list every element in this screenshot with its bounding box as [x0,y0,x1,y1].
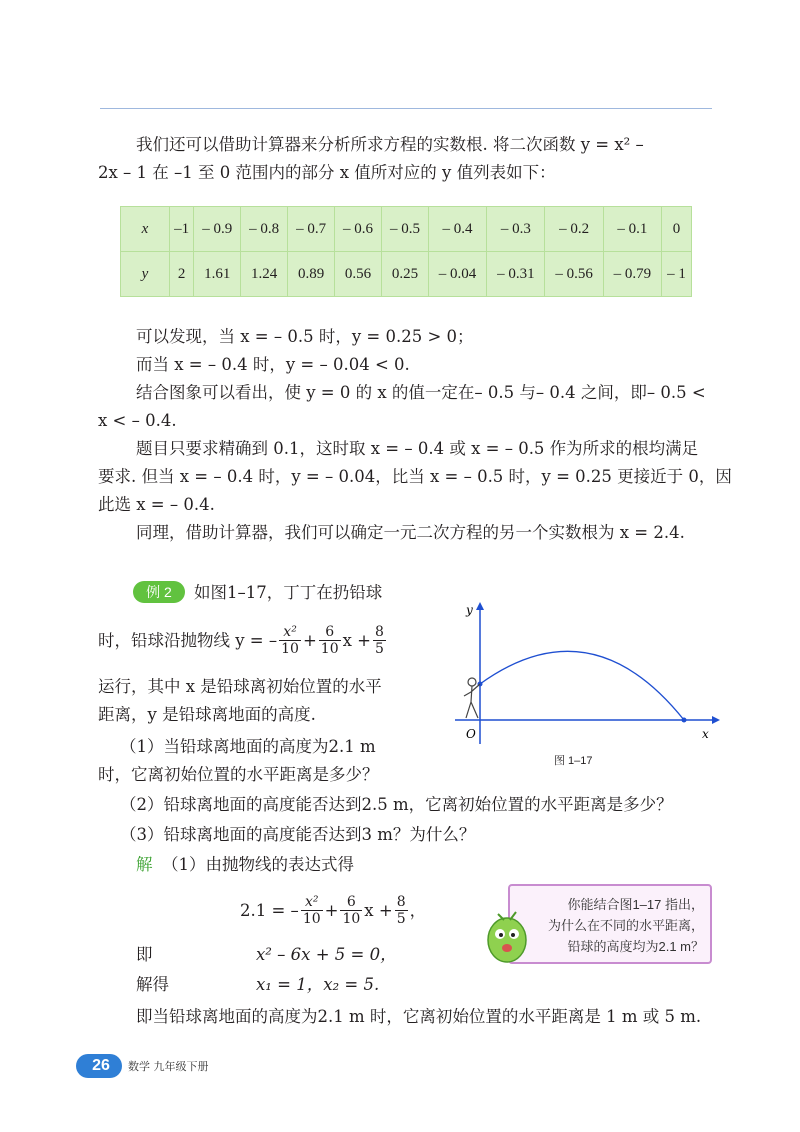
question-2: （2）铅球离地面的高度能否达到2.5 m，它离初始位置的水平距离是多少？ [120,795,673,814]
equation-lhs: 2.1 = – [240,900,299,920]
solution-label: 解 [136,855,153,874]
solution-step-1: （1）由抛物线的表达式得 [162,855,354,874]
table-cell: – 0.79 [603,252,661,297]
page-number: 26 [92,1057,110,1074]
bubble-text [534,894,704,957]
analysis-line-5: 题目只要求精确到 0.1，这时取 x = – 0.4 或 x = – 0.5 作为所求的根均满足 [136,439,699,458]
table-cell: – 0.1 [603,207,661,252]
table-header-y: y [121,252,170,297]
equation-quadratic: x² – 6x + 5 = 0， [256,945,397,964]
intro-line-2: 2x – 1 在 –1 至 0 范围内的部分 x 值所对应的 y 值列表如下： [98,163,556,182]
equation-prefix: 时，铅球沿抛物线 y = – [98,630,278,650]
fraction-numerator: 6 [340,894,362,911]
bubble-line-2: 为什么在不同的水平距离， [547,918,704,933]
fraction-denominator: 5 [396,911,406,927]
ji-label: 即 [136,945,153,964]
analysis-line-4: x < – 0.4. [98,411,177,430]
example-line-4: 距离，y 是铅球离地面的高度. [98,705,316,724]
fraction-3 [373,624,386,657]
x-term: x + [342,630,372,650]
parabola-curve [480,651,684,720]
fraction-2 [319,624,341,657]
table-cell: – 0.9 [194,207,241,252]
fraction-3 [395,894,408,927]
equation-roots: x₁ = 1，x₂ = 5. [256,975,380,994]
fraction-numerator: x² [301,894,323,911]
table-cell: 1.24 [241,252,288,297]
intro-line-1: 我们还可以借助计算器来分析所求方程的实数根. 将二次函数 y = x² – [136,135,644,154]
table-cell: 0.56 [335,252,382,297]
example-tag: 例 2 [133,581,185,603]
trajectory-figure [450,596,720,746]
fraction-numerator: 8 [396,894,406,910]
question-1b: 时，它离初始位置的水平距离是多少？ [98,765,379,784]
bubble-line-3: 铅球的高度均为2.1 m？ [567,939,704,954]
analysis-line-1: 可以发现，当 x = – 0.5 时，y = 0.25 > 0； [136,327,474,346]
bubble-line-1: 你能结合图1–17 指出， [567,897,704,912]
fraction-denominator: 10 [320,641,339,657]
book-title: 数学 九年级下册 [128,1060,209,1073]
value-table [120,206,692,297]
fraction-2 [340,894,362,927]
table-row-x [121,207,692,252]
figure-caption: 图 1–17 [554,755,593,767]
table-cell: – 0.7 [288,207,335,252]
equation-2-1 [240,894,426,927]
analysis-line-3: 结合图象可以看出，使 y = 0 的 x 的值一定在– 0.5 与– 0.4 之间，即– 0.5 < [136,383,706,402]
fraction-numerator: x² [279,624,301,641]
example-line-3: 运行，其中 x 是铅球离初始位置的水平 [98,677,382,696]
table-cell: –1 [170,207,194,252]
analysis-line-2: 而当 x = – 0.4 时，y = – 0.04 < 0. [136,355,410,374]
table-cell: – 1 [662,252,692,297]
fraction-denominator: 5 [375,641,384,657]
jiede-label: 解得 [136,975,169,994]
table-cell: 0.25 [381,252,428,297]
parabola-equation [98,624,388,657]
equation-comma: ， [409,900,427,920]
landing-point [682,718,687,723]
fraction-denominator: 10 [302,911,321,927]
table-cell: 0.89 [288,252,335,297]
mascot-icon [482,904,532,970]
solution-conclusion: 即当铅球离地面的高度为2.1 m 时，它离初始位置的水平距离是 1 m 或 5 m. [136,1007,702,1026]
fraction-1 [301,894,323,927]
table-cell: – 0.5 [381,207,428,252]
question-1a: （1）当铅球离地面的高度为2.1 m [120,737,376,756]
table-row-y [121,252,692,297]
y-axis-label: y [466,603,473,617]
plus-sign: + [324,900,339,920]
analysis-line-7: 此选 x = – 0.4. [98,495,215,514]
table-cell: – 0.04 [428,252,486,297]
y-axis-arrow [476,602,484,610]
plus-sign: + [302,630,317,650]
table-cell: – 0.2 [545,207,603,252]
table-cell: 1.61 [194,252,241,297]
origin-label: O [466,727,476,741]
table-cell: – 0.31 [487,252,545,297]
x-axis-arrow [712,716,720,724]
table-cell: – 0.56 [545,252,603,297]
x-axis-label: x [702,727,709,741]
fraction-denominator: 10 [342,911,361,927]
table-cell: – 0.6 [335,207,382,252]
fraction-denominator: 10 [281,641,299,657]
table-cell: 0 [662,207,692,252]
x-term: x + [364,900,393,920]
table-cell: 2 [170,252,194,297]
fraction-1 [279,624,301,657]
example-line-1: 如图1–17，丁丁在扔铅球 [194,583,383,602]
table-cell: – 0.4 [428,207,486,252]
fraction-numerator: 6 [319,624,341,641]
table-header-x: x [121,207,170,252]
header-rule [100,108,712,109]
fraction-numerator: 8 [375,624,384,640]
analysis-line-6: 要求. 但当 x = – 0.4 时，y = – 0.04，比当 x = – 0.5 时，y = 0.25 更接近于 0，因 [98,467,732,486]
table-cell: – 0.3 [487,207,545,252]
question-3: （3）铅球离地面的高度能否达到3 m？为什么？ [120,825,476,844]
table-cell: – 0.8 [241,207,288,252]
analysis-line-8: 同理，借助计算器，我们可以确定一元二次方程的另一个实数根为 x = 2.4. [136,523,685,542]
